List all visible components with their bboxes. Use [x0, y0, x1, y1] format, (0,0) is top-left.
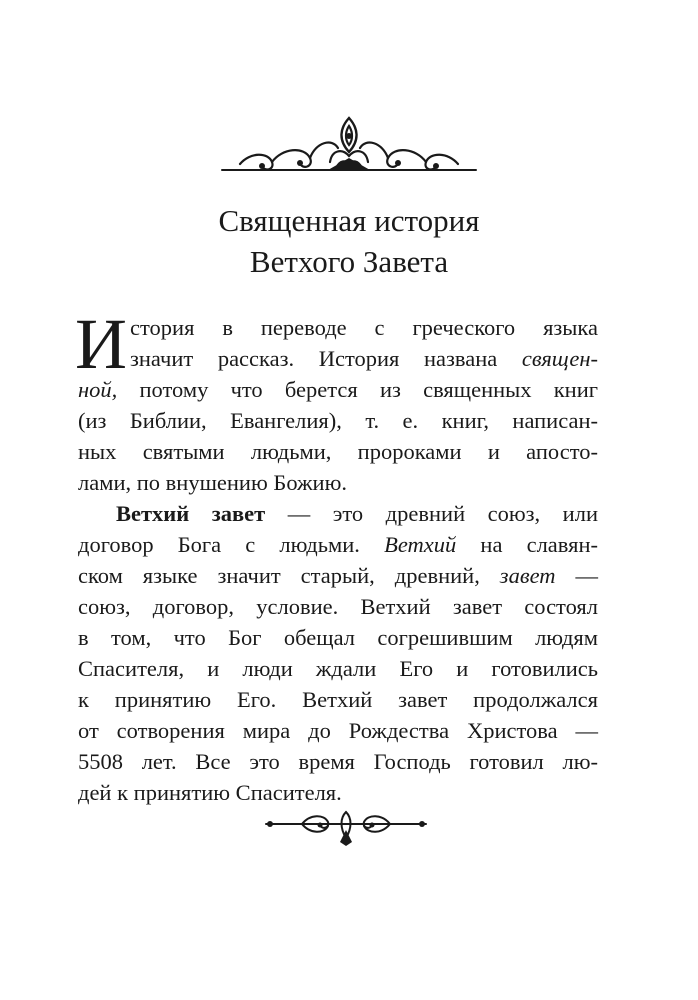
text-line: стория в переводе с греческого языка	[130, 315, 598, 340]
text-line	[78, 529, 598, 560]
text-line	[78, 746, 598, 777]
italic-segment: священ-	[521, 346, 598, 371]
text-segment: лами, по внушению Божию.	[78, 470, 348, 495]
text-segment: (из Библии, Евангелия), т. е. книг, написан-	[78, 408, 598, 433]
text-line	[78, 715, 598, 746]
text-segment: 5508 лет. Все это время Господь готовил лю-	[78, 749, 598, 774]
bottom-ornament-icon	[262, 808, 430, 848]
text-segment: —	[555, 563, 599, 588]
text-line	[78, 405, 598, 436]
text-segment: от сотворения мира до Рождества Христова —	[78, 718, 598, 743]
text-line	[78, 312, 598, 343]
text-line	[78, 653, 598, 684]
text-segment: на славян-	[456, 532, 598, 557]
text-segment: Спасителя, и люди ждали Его и готовились	[78, 656, 598, 681]
paragraph-1	[75, 304, 598, 498]
text-segment: ском языке значит старый, древний,	[78, 563, 500, 588]
text-segment: в том, что Бог обещал согрешившим людям	[78, 625, 598, 650]
text-line	[78, 467, 598, 498]
text-segment: потому что берется из священных книг	[117, 377, 598, 402]
bold-segment: Ветхий завет	[116, 501, 266, 526]
italic-segment: завет	[499, 563, 556, 588]
text-segment: союз, договор, условие. Ветхий завет состоял	[78, 594, 598, 619]
text-line	[78, 591, 598, 622]
title-line-2: Ветхого Завета	[249, 244, 449, 279]
italic-segment: ной,	[78, 377, 118, 402]
text-line	[78, 560, 598, 591]
title-line-1: Священная история	[218, 203, 480, 238]
text-line	[78, 343, 598, 374]
text-segment: к принятию Его. Ветхий завет продолжался	[78, 687, 598, 712]
text-line	[78, 436, 598, 467]
page-title	[0, 200, 698, 282]
italic-segment: Ветхий	[384, 532, 457, 557]
text-line	[78, 684, 598, 715]
text-line	[78, 622, 598, 653]
drop-cap: И	[75, 304, 127, 384]
text-line	[78, 374, 598, 405]
text-segment: договор Бога с людьми.	[78, 532, 385, 557]
paragraph-2	[78, 498, 598, 808]
top-ornament-icon	[220, 112, 478, 182]
text-segment: дей к принятию Спасителя.	[78, 780, 342, 805]
text-line	[78, 498, 598, 529]
text-segment: значит рассказ. История названа	[130, 346, 522, 371]
text-segment: ных святыми людьми, пророками и апосто-	[78, 439, 598, 464]
text-line	[78, 777, 598, 808]
text-segment: — это древний союз, или	[265, 501, 598, 526]
